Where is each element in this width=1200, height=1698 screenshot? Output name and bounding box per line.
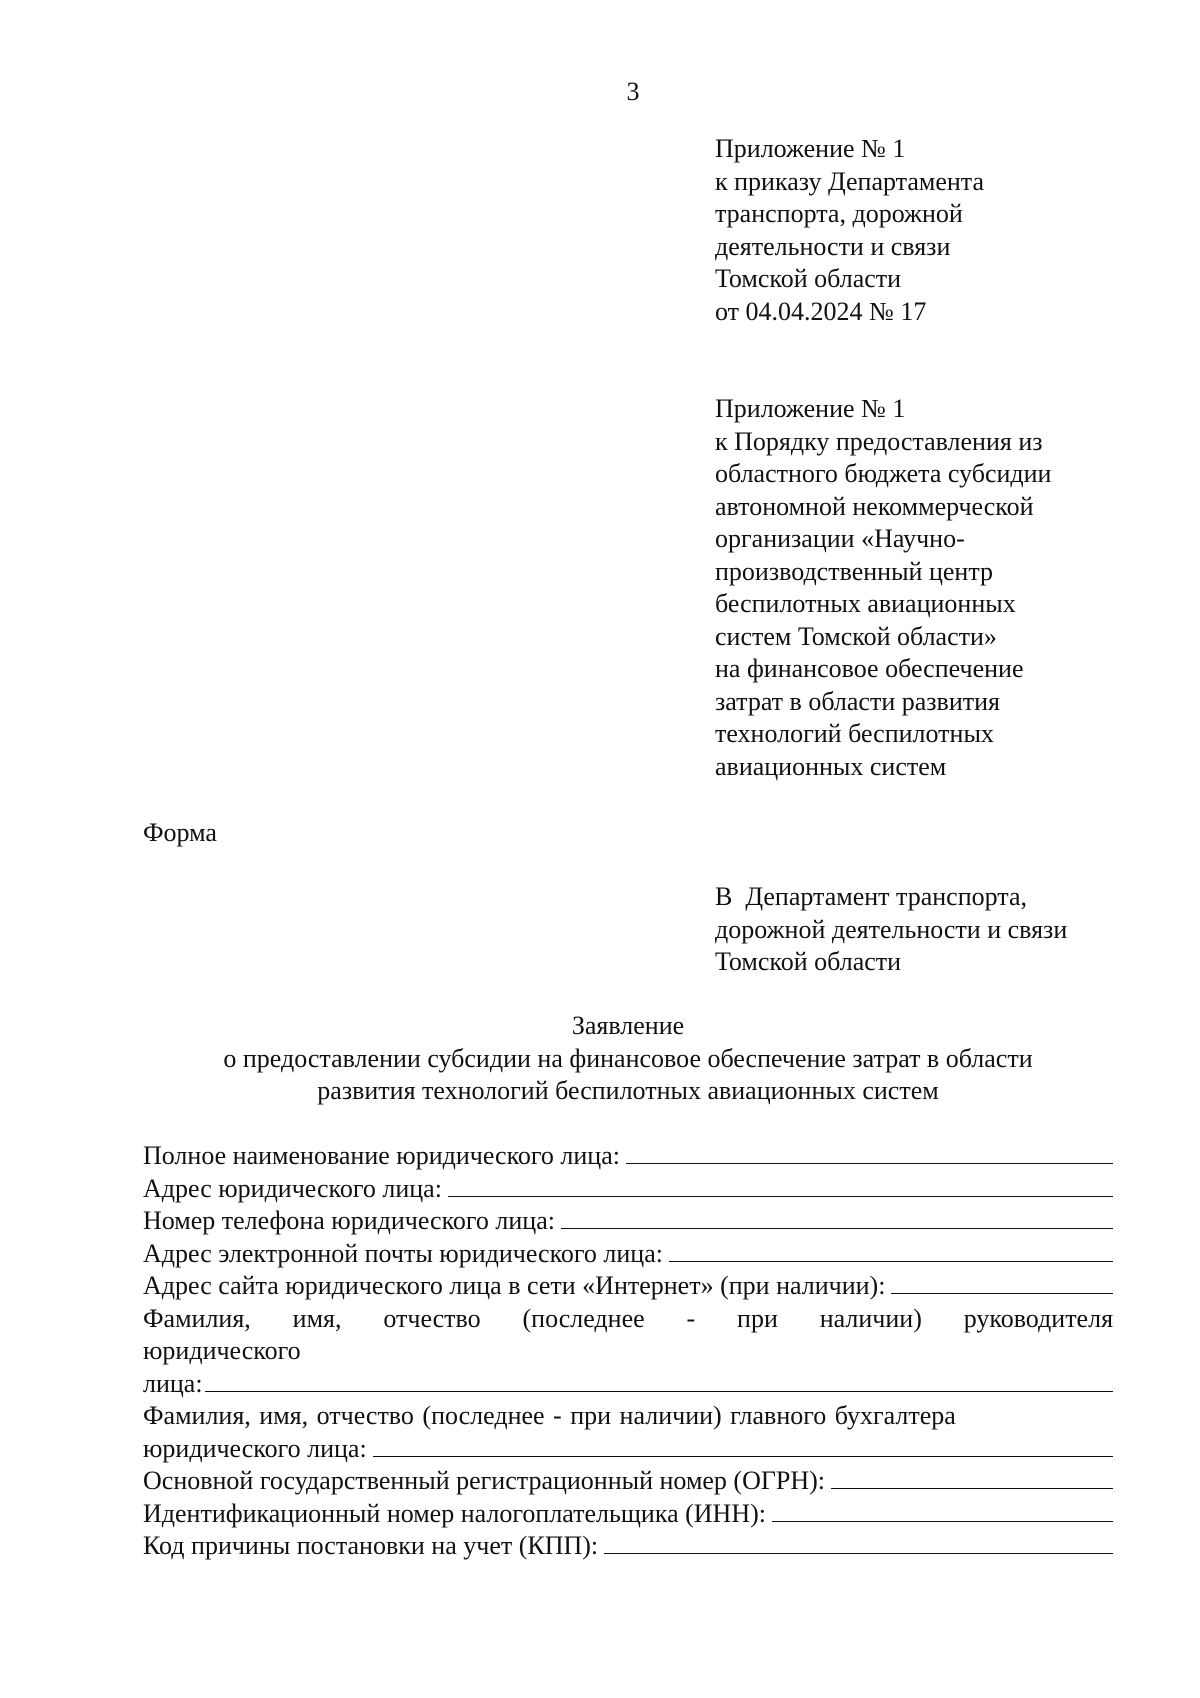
application-title-block <box>143 1010 1113 1108</box>
field-director-label <box>143 1303 1113 1336</box>
appendix-order-line: Томской области <box>715 264 902 293</box>
website-blank[interactable] <box>891 1271 1113 1294</box>
appendix-order-line: Приложение № 1 <box>715 134 906 163</box>
field-kpp <box>143 1530 1113 1563</box>
appendix-order-header <box>715 133 1155 328</box>
director-word: руководителя <box>963 1303 1114 1333</box>
director-word: при <box>737 1303 778 1333</box>
field-phone <box>143 1205 1113 1238</box>
field-accountant-label: Фамилия, имя, отчество (последнее - при наличии) главного бухгалтера <box>143 1401 956 1430</box>
director-word: отчество <box>383 1303 481 1333</box>
kpp-blank[interactable] <box>604 1531 1113 1554</box>
application-title: Заявление <box>571 1011 685 1040</box>
appendix-procedure-line: затрат в области развития <box>715 686 1000 716</box>
field-ogrn <box>143 1465 1113 1498</box>
appendix-procedure-line: систем Томской области» <box>715 621 997 651</box>
appendix-procedure-line: беспилотных авиационных <box>715 589 1016 618</box>
ogrn-blank[interactable] <box>831 1466 1113 1489</box>
phone-blank[interactable] <box>561 1206 1113 1229</box>
accountant-blank[interactable] <box>373 1434 1113 1457</box>
appendix-procedure-header <box>715 393 1155 783</box>
field-label: Адрес сайта юридического лица в сети «Интернет» (при наличии): <box>143 1271 886 1300</box>
field-label: Номер телефона юридического лица: <box>143 1206 555 1235</box>
appendix-procedure-line: производственный центр <box>715 556 994 586</box>
field-website <box>143 1270 1113 1303</box>
appendix-procedure-line: технологий беспилотных <box>715 719 994 748</box>
addressee-line: В Департамент транспорта, <box>715 882 1027 911</box>
email-blank[interactable] <box>669 1239 1113 1262</box>
field-accountant <box>143 1433 1113 1466</box>
field-label: Основной государственный регистрационный номер (ОГРН): <box>143 1466 826 1495</box>
addressee-block <box>715 881 1135 979</box>
addressee-line: дорожной деятельности и связи <box>715 914 1068 944</box>
appendix-order-date-number: от 04.04.2024 № 17 <box>715 296 927 326</box>
full-name-blank[interactable] <box>626 1141 1113 1164</box>
appendix-order-line: к приказу Департамента <box>715 166 985 196</box>
field-director <box>143 1368 1113 1401</box>
page-number: 3 <box>626 77 640 106</box>
appendix-order-line: деятельности и связи <box>715 231 951 261</box>
appendix-procedure-line: организации «Научно- <box>715 524 965 553</box>
field-inn <box>143 1498 1113 1531</box>
appendix-procedure-line: авиационных систем <box>715 751 947 781</box>
field-label: юридического лица: <box>143 1433 367 1463</box>
appendix-procedure-line: Приложение № 1 <box>715 394 906 423</box>
director-word: - <box>686 1303 696 1333</box>
field-label: лица: <box>143 1368 203 1398</box>
field-email <box>143 1238 1113 1271</box>
inn-blank[interactable] <box>772 1499 1113 1522</box>
appendix-procedure-line: к Порядку предоставления из <box>715 426 1043 456</box>
field-director-label-cont: юридического <box>143 1336 301 1365</box>
address-blank[interactable] <box>448 1174 1113 1197</box>
appendix-procedure-line: на финансовое обеспечение <box>715 654 1024 683</box>
appendix-order-line: транспорта, дорожной <box>715 199 963 228</box>
director-word: Фамилия, <box>143 1303 251 1333</box>
field-label: Идентификационный номер налогоплательщика (ИНН): <box>143 1498 766 1528</box>
addressee-line: Томской области <box>715 947 902 976</box>
field-label: Код причины постановки на учет (КПП): <box>143 1531 599 1560</box>
director-blank[interactable] <box>205 1369 1113 1392</box>
field-label: Адрес юридического лица: <box>143 1173 442 1203</box>
field-label: Адрес электронной почты юридического лица: <box>143 1238 663 1268</box>
appendix-procedure-line: автономной некоммерческой <box>715 491 1034 521</box>
appendix-procedure-line: областного бюджета субсидии <box>715 459 1052 488</box>
field-label: Полное наименование юридического лица: <box>143 1141 620 1170</box>
application-fields <box>143 1140 1113 1563</box>
director-word: имя, <box>292 1303 342 1333</box>
director-word: наличии) <box>819 1303 922 1333</box>
application-subtitle: развития технологий беспилотных авиационных систем <box>317 1076 939 1105</box>
form-label: Форма <box>143 818 217 847</box>
field-full-name <box>143 1140 1113 1173</box>
application-subtitle: о предоставлении субсидии на финансовое обеспечение затрат в области <box>223 1043 1033 1073</box>
field-address <box>143 1173 1113 1206</box>
director-word: (последнее <box>522 1303 645 1333</box>
